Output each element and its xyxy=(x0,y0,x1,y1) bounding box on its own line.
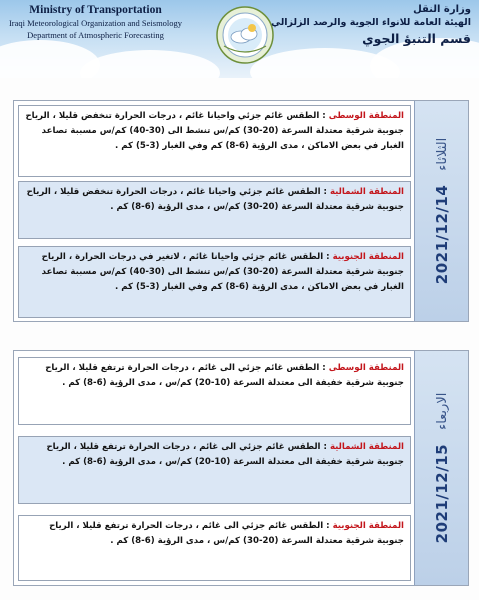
forecast-day-panel xyxy=(13,100,469,322)
region-name: المنطقة الوسطى xyxy=(328,363,404,373)
region-name: المنطقة الجنوبية xyxy=(332,521,404,531)
forecast-day-name: الثلاثاء xyxy=(434,137,449,171)
forecast-date: 2021/12/15 xyxy=(432,443,451,544)
region-forecast-text: : الطقس غائم جزئي واحيانا غائم ، درجات الحرارة تنخفض قليلا ، الرياح جنوبية شرقية معتدلة السرعة (20-30) كم/س تنشط الى (30-40) كم/س مسببة تصاعد الغبار في بعض الاماكن ، مدى الرؤية (6-8) كم وفي الغبار (3-5) كم . xyxy=(25,111,404,151)
department-ar: قسم التنبؤ الجوي xyxy=(362,31,471,46)
region-forecast-text: : الطقس غائم جزئي واحيانا غائم ، لاتغير في درجات الحرارة ، الرياح جنوبية شرقية معتدلة السرعة (20-30) كم/س تنشط الى (30-40) كم/س مسببة تصاعد الغبار في بعض الاماكن ، مدى الرؤية (6-8) كم وفي الغبار (3-5) كم . xyxy=(41,252,404,292)
region-central xyxy=(18,105,411,177)
region-forecast-text: : الطقس غائم جزئي الى غائم ، درجات الحرارة ترتفع قليلا ، الرياح جنوبية شرقية خفيفة الى معتدلة السرعة (10-20) كم/س ، مدى الرؤية (6-8) كم . xyxy=(45,363,404,388)
region-name: المنطقة الشمالية xyxy=(329,187,404,197)
header-english xyxy=(8,4,183,41)
region-name: المنطقة الجنوبية xyxy=(332,252,404,262)
region-north xyxy=(18,436,411,504)
region-forecast-text: : الطقس غائم جزئي واحيانا غائم ، درجات الحرارة تنخفض قليلا ، الرياح جنوبية شرقية معتدلة السرعة (20-30) كم/س ، مدى الرؤية (6-8) كم . xyxy=(26,187,404,212)
header-arabic xyxy=(271,3,471,47)
organization-en: Iraqi Meteorological Organization and Seismology xyxy=(8,18,183,28)
page-header xyxy=(0,0,479,78)
region-forecast-text: : الطقس غائم جزئي الى غائم ، درجات الحرارة ترتفع قليلا ، الرياح جنوبية شرقية خفيفة الى معتدلة السرعة (10-20) كم/س ، مدى الرؤية (6-8) كم . xyxy=(46,442,404,467)
region-central xyxy=(18,357,411,425)
cloud-decoration xyxy=(80,50,220,78)
ministry-ar: وزارة النقل xyxy=(413,4,471,15)
region-south xyxy=(18,515,411,581)
organization-logo xyxy=(216,6,274,64)
forecast-day-panel xyxy=(13,350,469,586)
date-strip xyxy=(414,101,468,321)
organization-ar: الهيئة العامة للانواء الجوية والرصد الزلزالي xyxy=(271,17,471,28)
forecast-date: 2021/12/14 xyxy=(432,184,451,285)
region-south xyxy=(18,246,411,318)
region-north xyxy=(18,181,411,239)
date-strip xyxy=(414,351,468,585)
region-name: المنطقة الوسطى xyxy=(328,111,404,121)
department-en: Department of Atmospheric Forecasting xyxy=(27,30,164,40)
forecast-day-name: الاربعاء xyxy=(434,392,449,430)
ministry-en: Ministry of Transportation xyxy=(29,4,162,16)
region-forecast-text: : الطقس غائم جزئي الى غائم ، درجات الحرارة ترتفع قليلا ، الرياح جنوبية شرقية معتدلة السرعة (20-30) كم/س ، مدى الرؤية (6-8) كم . xyxy=(49,521,404,546)
region-name: المنطقة الشمالية xyxy=(329,442,404,452)
